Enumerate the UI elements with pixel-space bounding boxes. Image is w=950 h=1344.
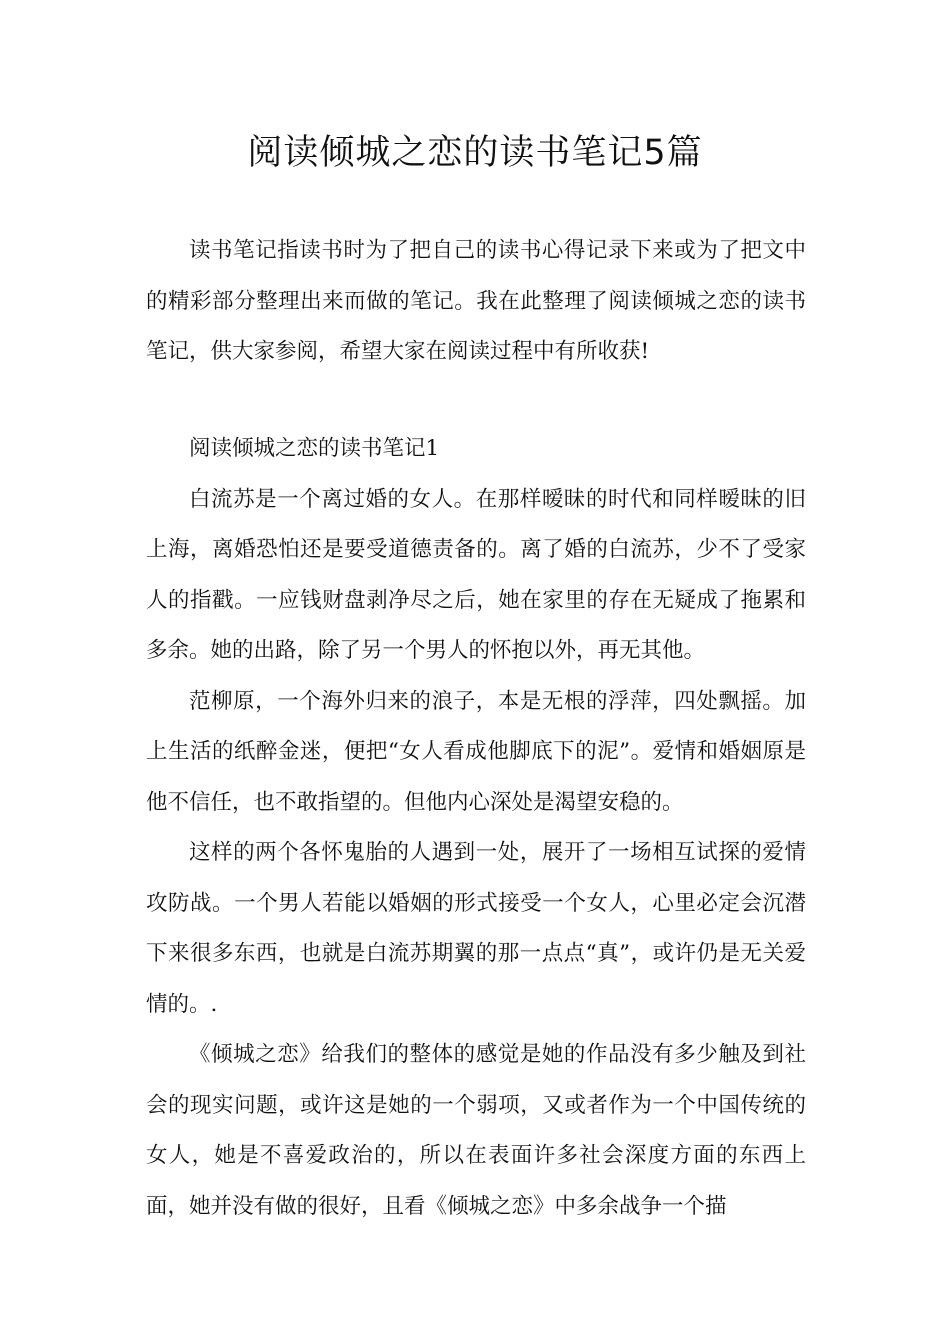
content-block: [146, 424, 806, 1232]
body-paragraph-1: 白流苏是一个离过婚的女人。在那样暧昧的时代和同样暧昧的旧上海，离婚恐怕还是要受道德责备的。离了婚的白流苏，少不了受家人的指戳。一应钱财盘剥净尽之后，她在家里的存在无疑成了拖累和多余。她的出路，除了另一个男人的怀抱以外，再无其他。: [146, 486, 806, 663]
section-heading: 阅读倾城之恋的读书笔记1: [189, 436, 440, 461]
intro-paragraph: 读书笔记指读书时为了把自己的读书心得记录下来或为了把文中的精彩部分整理出来而做的笔记。我在此整理了阅读倾城之恋的读书笔记，供大家参阅，希望大家在阅读过程中有所收获!: [146, 238, 806, 364]
body-paragraph-4: 《倾城之恋》给我们的整体的感觉是她的作品没有多少触及到社会的现实问题，或许这是她的一个弱项，又或者作为一个中国传统的女人，她是不喜爱政治的，所以在表面许多社会深度方面的东西上面，她并没有做的很好，且看《倾城之恋》中多余战争一个描: [146, 1042, 806, 1219]
intro-block: [146, 226, 806, 378]
body-paragraph-2: 范柳原，一个海外归来的浪子，本是无根的浮萍，四处飘摇。加上生活的纸醉金迷，便把“女人看成他脚底下的泥”。爱情和婚姻原是他不信任，也不敢指望的。但他内心深处是渴望安稳的。: [146, 688, 806, 815]
body-paragraph-3: 这样的两个各怀鬼胎的人遇到一处，展开了一场相互试探的爱情攻防战。一个男人若能以婚姻的形式接受一个女人，心里必定会沉潜下来很多东西，也就是白流苏期翼的那一点点“真”，或许仍是无关爱情的。.: [146, 840, 806, 1017]
document-title: 阅读倾城之恋的读书笔记5篇: [247, 133, 703, 173]
